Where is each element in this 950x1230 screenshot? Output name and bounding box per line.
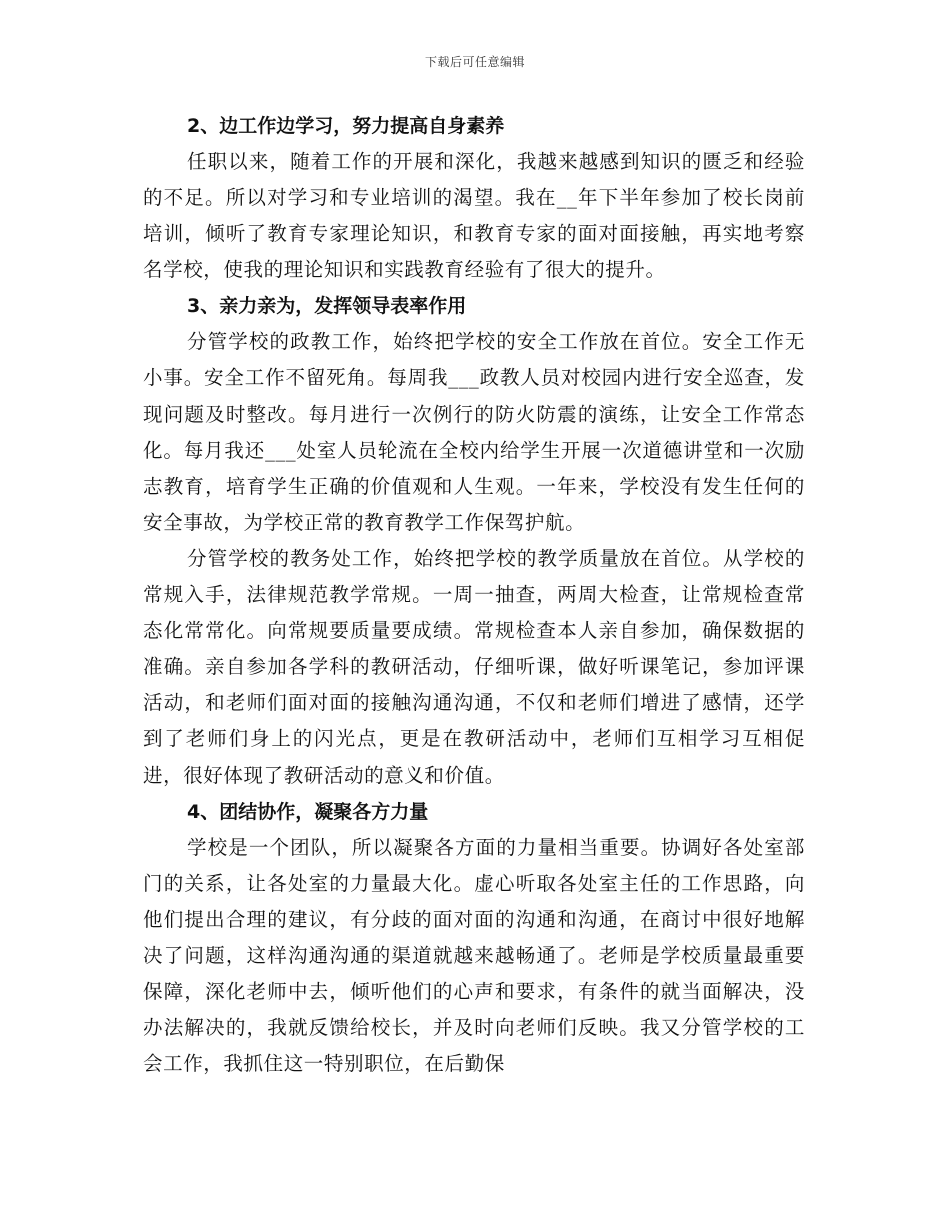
section-3 [143, 288, 805, 793]
page-header-note: 下载后可任意编辑 [424, 55, 525, 69]
section-4 [143, 794, 805, 1083]
section-heading: 2、边工作边学习，努力提高自身素养 [187, 115, 505, 137]
paragraph: 分管学校的教务处工作，始终把学校的教学质量放在首位。从学校的常规入手，法律规范教学常规。一周一抽查，两周大检查，让常规检查常态化常常化。向常规要质量要成绩。常规检查本人亲自参加，确保数据的准确。亲自参加各学科的教研活动，仔细听课，做好听课笔记，参加评课活动，和老师们面对面的接触沟通沟通，不仅和老师们增进了感情，还学到了老师们身上的闪光点，更是在教研活动中，老师们互相学习互相促进，很好体现了教研活动的意义和价值。 [143, 546, 805, 787]
section-heading: 4、团结协作，凝聚各方力量 [187, 800, 429, 823]
document-body [143, 108, 805, 1082]
paragraph: 学校是一个团队，所以凝聚各方面的力量相当重要。协调好各处室部门的关系，让各处室的力量最大化。虚心听取各处室主任的工作思路，向他们提出合理的建议，有分歧的面对面的沟通和沟通，在商讨中很好地解决了问题，这样沟通沟通的渠道就越来越畅通了。老师是学校质量最重要保障，深化老师中去，倾听他们的心声和要求，有条件的就当面解决，没办法解决的，我就反馈给校长，并及时向老师们反映。我又分管学校的工会工作，我抓住这一特别职位，在后勤保 [143, 835, 805, 1076]
paragraph: 任职以来，随着工作的开展和深化，我越来越感到知识的匮乏和经验的不足。所以对学习和专业培训的渴望。我在__年下半年参加了校长岗前培训，倾听了教育专家理论知识，和教育专家的面对面接触，再实地考察名学校，使我的理论知识和实践教育经验有了很大的提升。 [143, 150, 805, 282]
paragraph: 分管学校的政教工作，始终把学校的安全工作放在首位。安全工作无小事。安全工作不留死角。每周我___政教人员对校园内进行安全巡查，发现问题及时整改。每月进行一次例行的防火防震的演练，让安全工作常态化。每月我还___处室人员轮流在全校内给学生开展一次道德讲堂和一次励志教育，培育学生正确的价值观和人生观。一年来，学校没有发生任何的安全事故，为学校正常的教育教学工作保驾护航。 [143, 330, 805, 534]
section-heading: 3、亲力亲为，发挥领导表率作用 [187, 295, 467, 318]
section-2 [143, 108, 805, 288]
